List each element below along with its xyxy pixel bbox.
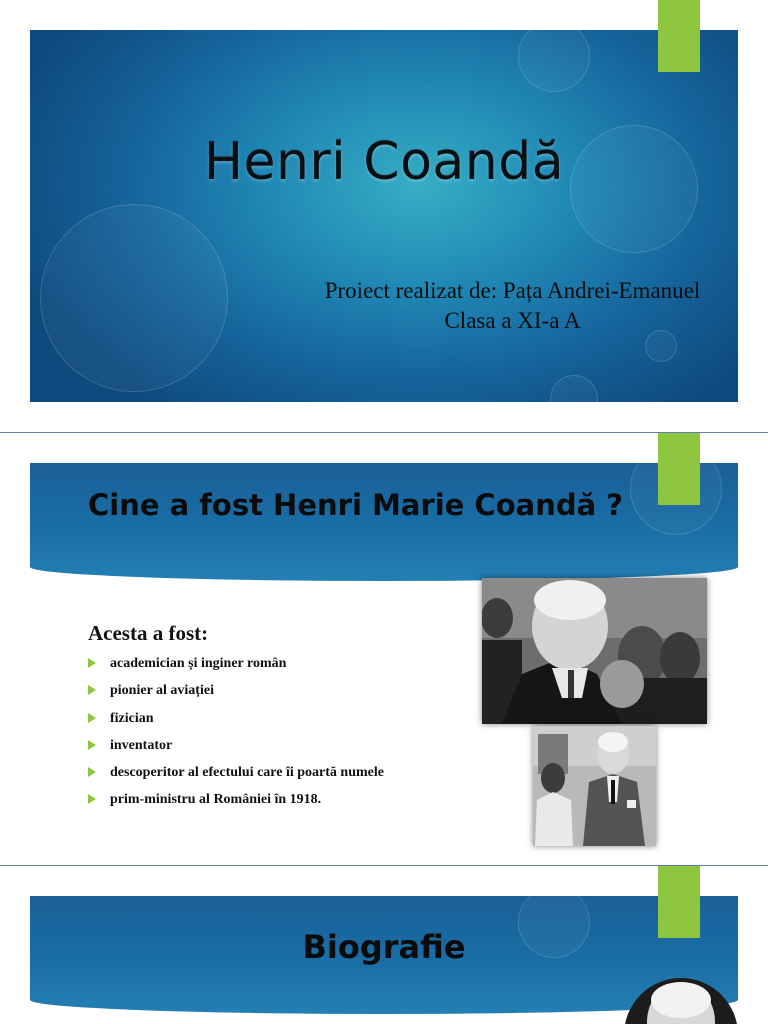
accent-bar [658, 433, 700, 505]
portrait-photo-crowd [482, 578, 707, 724]
list-item: descoperitor al efectului care îi poartă numele [88, 764, 384, 791]
slide-title [0, 0, 768, 432]
bullet-icon [88, 685, 96, 695]
bullet-list [88, 655, 384, 819]
bullet-icon [88, 713, 96, 723]
title-background [30, 30, 738, 402]
slide-who-was [0, 433, 768, 865]
bullet-icon [88, 794, 96, 804]
portrait-photo-two-men [533, 726, 656, 846]
slide-title: Biografie [302, 928, 466, 966]
list-item: prim-ministru al României în 1918. [88, 791, 384, 818]
bullet-icon [88, 740, 96, 750]
list-item: inventator [88, 737, 384, 764]
presentation-title: Henri Coandă [203, 132, 565, 192]
author-line: Proiect realizat de: Pața Andrei-Emanuel [324, 278, 701, 303]
bullet-icon [88, 767, 96, 777]
slide-title: Cine a fost Henri Marie Coandă ? [88, 488, 624, 522]
list-item: fizician [88, 710, 384, 737]
list-heading: Acesta a fost: [88, 621, 209, 645]
header-band [30, 463, 738, 581]
list-item: pionier al aviației [88, 682, 384, 709]
bullet-icon [88, 658, 96, 668]
class-line: Clasa a XI-a A [444, 308, 581, 333]
slide-biography [0, 866, 768, 1024]
list-item: academician și inginer român [88, 655, 384, 682]
accent-bar [658, 0, 700, 72]
